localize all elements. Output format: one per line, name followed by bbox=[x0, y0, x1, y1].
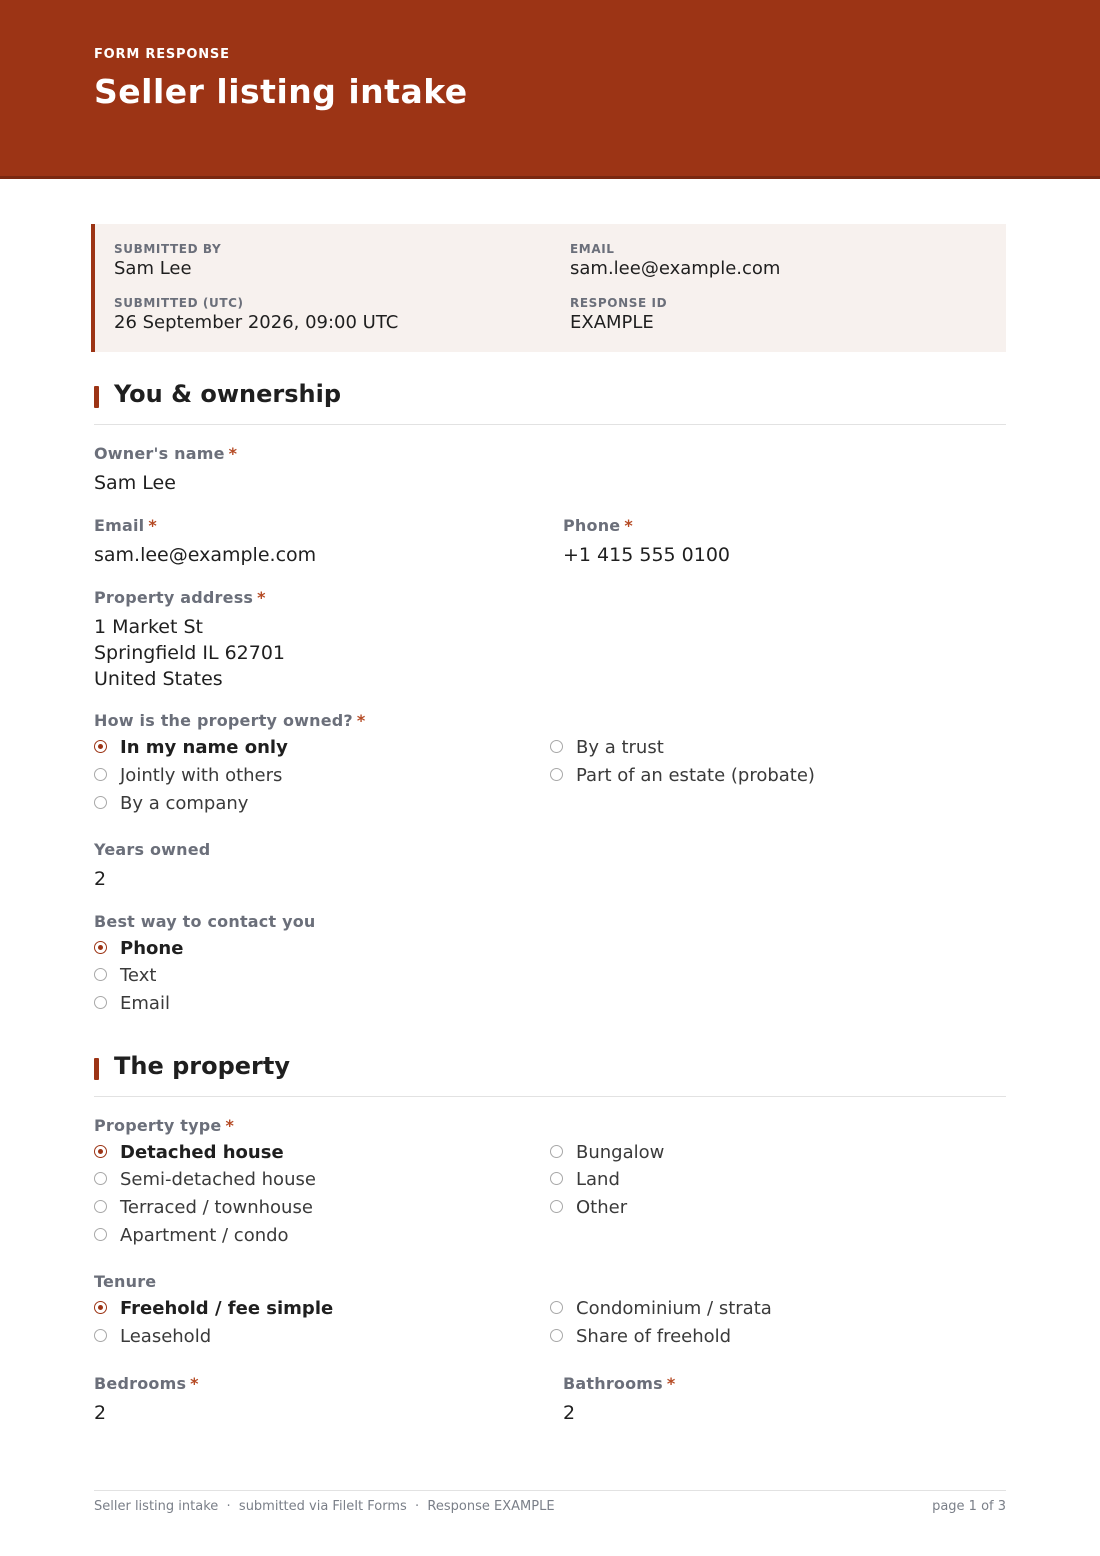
radio-option-label: Terraced / townhouse bbox=[120, 1197, 313, 1218]
radio-empty-icon bbox=[550, 768, 563, 781]
radio-empty-icon bbox=[550, 1172, 563, 1185]
field-label-text: Email bbox=[94, 516, 145, 535]
meta-submitted-by bbox=[114, 242, 221, 280]
radio-option-label: Jointly with others bbox=[120, 765, 283, 786]
section-property-heading bbox=[94, 1052, 1006, 1097]
field-value: sam.lee@example.com bbox=[94, 544, 317, 566]
field-years-owned bbox=[94, 840, 210, 892]
meta-submitted-utc-value: 26 September 2026, 09:00 UTC bbox=[114, 312, 399, 333]
radio-option-label: Other bbox=[576, 1197, 628, 1218]
field-value: Sam Lee bbox=[94, 472, 176, 494]
page-footer bbox=[94, 1490, 1006, 1514]
meta-response-id-value: EXAMPLE bbox=[570, 312, 654, 333]
field-label-text: Phone bbox=[563, 516, 621, 535]
field-label bbox=[563, 1374, 675, 1394]
required-marker: * bbox=[356, 711, 366, 730]
radio-empty-icon bbox=[550, 1145, 563, 1158]
page-number: page 1 of 3 bbox=[932, 1499, 1006, 1514]
radio-option-label: Freehold / fee simple bbox=[120, 1298, 334, 1319]
meta-submitted-utc bbox=[114, 296, 398, 334]
radio-option-label: Semi-detached house bbox=[120, 1169, 316, 1190]
radio-option-label: Condominium / strata bbox=[576, 1298, 772, 1319]
radio-empty-icon bbox=[94, 1329, 107, 1342]
radio-option-label: Leasehold bbox=[120, 1326, 212, 1347]
field-label-text: Property address bbox=[94, 588, 254, 607]
required-marker: * bbox=[257, 588, 266, 607]
footer-source: Seller listing intake · submitted via FileIt Forms · Response EXAMPLE bbox=[94, 1499, 555, 1514]
section-accent-bar bbox=[94, 1058, 99, 1080]
section-accent-bar bbox=[94, 386, 99, 408]
field-label-text: How is the property owned? bbox=[94, 711, 353, 730]
field-value: 2 bbox=[94, 1402, 107, 1424]
radio-empty-icon bbox=[550, 740, 563, 753]
field-value: +1 415 555 0100 bbox=[563, 544, 731, 566]
field-contact-method bbox=[94, 912, 316, 932]
radio-selected-icon bbox=[94, 941, 107, 954]
field-label-text: Bedrooms bbox=[94, 1374, 187, 1393]
page-header bbox=[0, 0, 1100, 179]
meta-submitted-by-value: Sam Lee bbox=[114, 258, 192, 279]
meta-email bbox=[570, 242, 780, 280]
radio-empty-icon bbox=[94, 796, 107, 809]
radio-option-label: Detached house bbox=[120, 1142, 284, 1163]
field-label bbox=[94, 588, 285, 608]
radio-empty-icon bbox=[94, 968, 107, 981]
radio-selected-icon bbox=[94, 740, 107, 753]
required-marker: * bbox=[190, 1374, 199, 1393]
field-property-address bbox=[94, 588, 285, 692]
field-label bbox=[94, 444, 237, 464]
field-label-text: Owner's name bbox=[94, 444, 225, 463]
radio-selected-icon bbox=[94, 1145, 107, 1158]
field-value: 1 Market St Springfield IL 62701 United States bbox=[94, 616, 286, 690]
field-label bbox=[94, 1374, 199, 1394]
field-owner-name bbox=[94, 444, 237, 496]
meta-email-label: EMAIL bbox=[570, 242, 615, 256]
radio-option-label: Share of freehold bbox=[576, 1326, 732, 1347]
radio-option-label: Email bbox=[120, 993, 170, 1014]
field-label-text: Bathrooms bbox=[563, 1374, 663, 1393]
radio-option-label: Part of an estate (probate) bbox=[576, 765, 815, 786]
meta-submitted-utc-label: SUBMITTED (UTC) bbox=[114, 296, 244, 310]
radio-selected-icon bbox=[94, 1301, 107, 1314]
radio-option-label: Apartment / condo bbox=[120, 1225, 289, 1246]
field-label bbox=[94, 711, 365, 731]
page-title: Seller listing intake bbox=[94, 72, 468, 111]
radio-empty-icon bbox=[550, 1200, 563, 1213]
field-value: 2 bbox=[563, 1402, 576, 1424]
radio-option-label: Land bbox=[576, 1169, 620, 1190]
section-title: The property bbox=[114, 1052, 291, 1080]
radio-option-label: Phone bbox=[120, 938, 184, 959]
radio-option-label: In my name only bbox=[120, 737, 288, 758]
field-phone bbox=[563, 516, 730, 568]
required-marker: * bbox=[148, 516, 157, 535]
field-bedrooms bbox=[94, 1374, 199, 1426]
section-title: You & ownership bbox=[114, 380, 342, 408]
field-label bbox=[94, 516, 316, 536]
radio-empty-icon bbox=[550, 1329, 563, 1342]
required-marker: * bbox=[225, 1116, 235, 1135]
radio-option-label: Text bbox=[120, 965, 157, 986]
field-property-type bbox=[94, 1116, 234, 1136]
radio-option-label: Bungalow bbox=[576, 1142, 665, 1163]
field-label: Years owned bbox=[94, 840, 211, 859]
field-label bbox=[94, 1116, 234, 1136]
submission-meta bbox=[91, 224, 1006, 352]
field-ownership-type bbox=[94, 711, 365, 731]
radio-empty-icon bbox=[94, 996, 107, 1009]
field-email bbox=[94, 516, 316, 568]
meta-response-id-label: RESPONSE ID bbox=[570, 296, 668, 310]
field-value: 2 bbox=[94, 868, 107, 890]
required-marker: * bbox=[228, 444, 238, 463]
radio-empty-icon bbox=[94, 1172, 107, 1185]
field-label: Best way to contact you bbox=[94, 912, 316, 931]
section-ownership-heading bbox=[94, 380, 1006, 425]
radio-empty-icon bbox=[94, 1200, 107, 1213]
radio-empty-icon bbox=[94, 1228, 107, 1241]
field-bathrooms bbox=[563, 1374, 675, 1426]
meta-submitted-by-label: SUBMITTED BY bbox=[114, 242, 222, 256]
meta-response-id bbox=[570, 296, 667, 334]
radio-option-label: By a company bbox=[120, 793, 249, 814]
radio-empty-icon bbox=[550, 1301, 563, 1314]
header-kicker: FORM RESPONSE bbox=[94, 47, 230, 62]
radio-option-label: By a trust bbox=[576, 737, 664, 758]
required-marker: * bbox=[666, 1374, 676, 1393]
field-label-text: Property type bbox=[94, 1116, 222, 1135]
field-label: Tenure bbox=[94, 1272, 157, 1291]
meta-email-value: sam.lee@example.com bbox=[570, 258, 781, 279]
field-tenure bbox=[94, 1272, 156, 1292]
required-marker: * bbox=[624, 516, 633, 535]
field-label bbox=[563, 516, 730, 536]
radio-empty-icon bbox=[94, 768, 107, 781]
